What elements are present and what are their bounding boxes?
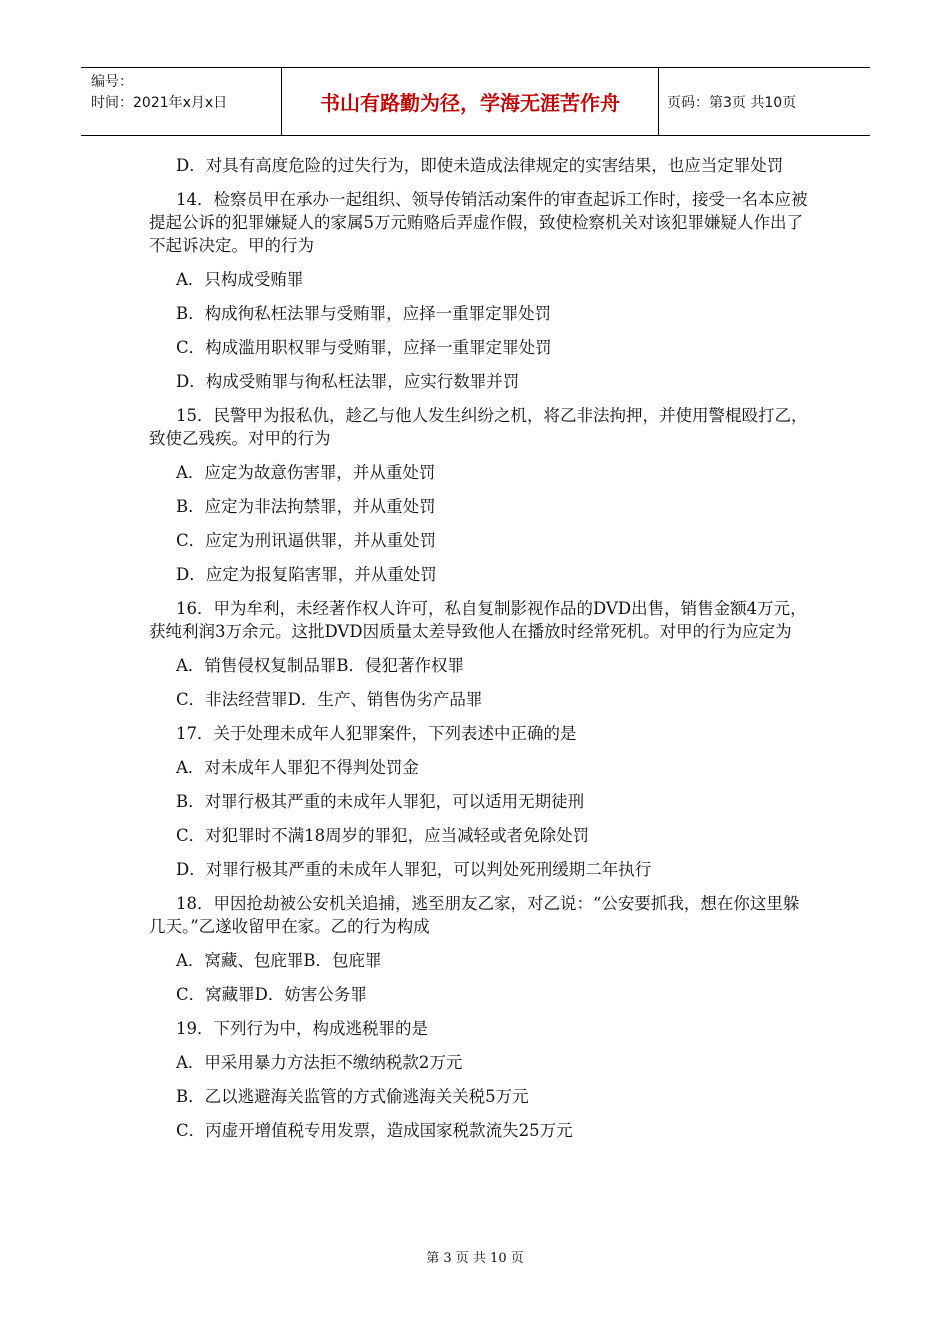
answer-option: A．销售侵权复制品罪B．侵犯著作权罪 (176, 656, 465, 675)
question-paragraph: 17．关于处理未成年人犯罪案件，下列表述中正确的是 (176, 724, 577, 743)
answer-option: D．对罪行极其严重的未成年人罪犯，可以判处死刑缓期二年执行 (176, 860, 652, 879)
answer-option: C．非法经营罪D．生产、销售伪劣产品罪 (176, 690, 483, 709)
answer-option: C．应定为刑讯逼供罪，并从重处罚 (176, 531, 437, 550)
answer-option: C．构成滥用职权罪与受贿罪，应择一重罪定罪处罚 (176, 338, 552, 357)
question-paragraph: D．对具有高度危险的过失行为，即使未造成法律规定的实害结果，也应当定罪处罚 (176, 156, 784, 175)
header-meta (81, 68, 282, 135)
answer-option: A．窝藏、包庇罪B．包庇罪 (176, 951, 382, 970)
answer-option: A．对未成年人罪犯不得判处罚金 (176, 758, 419, 777)
page-header (81, 67, 870, 136)
answer-option: B．构成徇私枉法罪与受贿罪，应择一重罪定罪处罚 (176, 304, 552, 323)
answer-option: A．只构成受贿罪 (176, 270, 304, 289)
question-paragraph: 14．检察员甲在承办一起组织、领导传销活动案件的审查起诉工作时，接受一名本应被提起公诉的犯罪嫌疑人的家属5万元贿赂后弄虚作假，致使检察机关对该犯罪嫌疑人作出了不起诉决定。甲的行为 (149, 190, 808, 255)
answer-option: B．乙以逃避海关监管的方式偷逃海关关税5万元 (176, 1087, 529, 1106)
answer-option: D．应定为报复陷害罪，并从重处罚 (176, 565, 437, 584)
header-page: 页码：第3页 共10页 (667, 94, 797, 111)
answer-option: B．对罪行极其严重的未成年人罪犯，可以适用无期徒刑 (176, 792, 585, 811)
question-paragraph: 19．下列行为中，构成逃税罪的是 (176, 1019, 428, 1038)
answer-option: D．构成受贿罪与徇私枉法罪，应实行数罪并罚 (176, 372, 520, 391)
question-paragraph: 16．甲为牟利，未经著作权人许可，私自复制影视作品的DVD出售，销售金额4万元，获纯利润3万余元。这批DVD因质量太差导致他人在播放时经常死机。对甲的行为应定为 (149, 599, 807, 641)
answer-option: A．甲采用暴力方法拒不缴纳税款2万元 (176, 1053, 463, 1072)
answer-option: C．窝藏罪D．妨害公务罪 (176, 985, 367, 1004)
document-body (149, 154, 809, 1142)
answer-option: B．应定为非法拘禁罪，并从重处罚 (176, 497, 436, 516)
header-time: 时间：2021年x月x日 (91, 95, 228, 111)
header-number: 编号： (91, 74, 133, 90)
answer-option: A．应定为故意伤害罪，并从重处罚 (176, 463, 436, 482)
header-motto: 书山有路勤为径，学海无涯苦作舟 (282, 68, 659, 135)
question-paragraph: 15．民警甲为报私仇，趁乙与他人发生纠纷之机，将乙非法拘押，并使用警棍殴打乙，致使乙残疾。对甲的行为 (149, 406, 808, 448)
question-paragraph: 18．甲因抢劫被公安机关追捕，逃至朋友乙家，对乙说：“公安要抓我，想在你这里躲几天。”乙遂收留甲在家。乙的行为构成 (149, 894, 800, 936)
answer-option: C．丙虚开增值税专用发票，造成国家税款流失25万元 (176, 1121, 573, 1140)
page-footer: 第 3 页 共 10 页 (426, 1251, 524, 1266)
answer-option: C．对犯罪时不满18周岁的罪犯，应当减轻或者免除处罚 (176, 826, 590, 845)
